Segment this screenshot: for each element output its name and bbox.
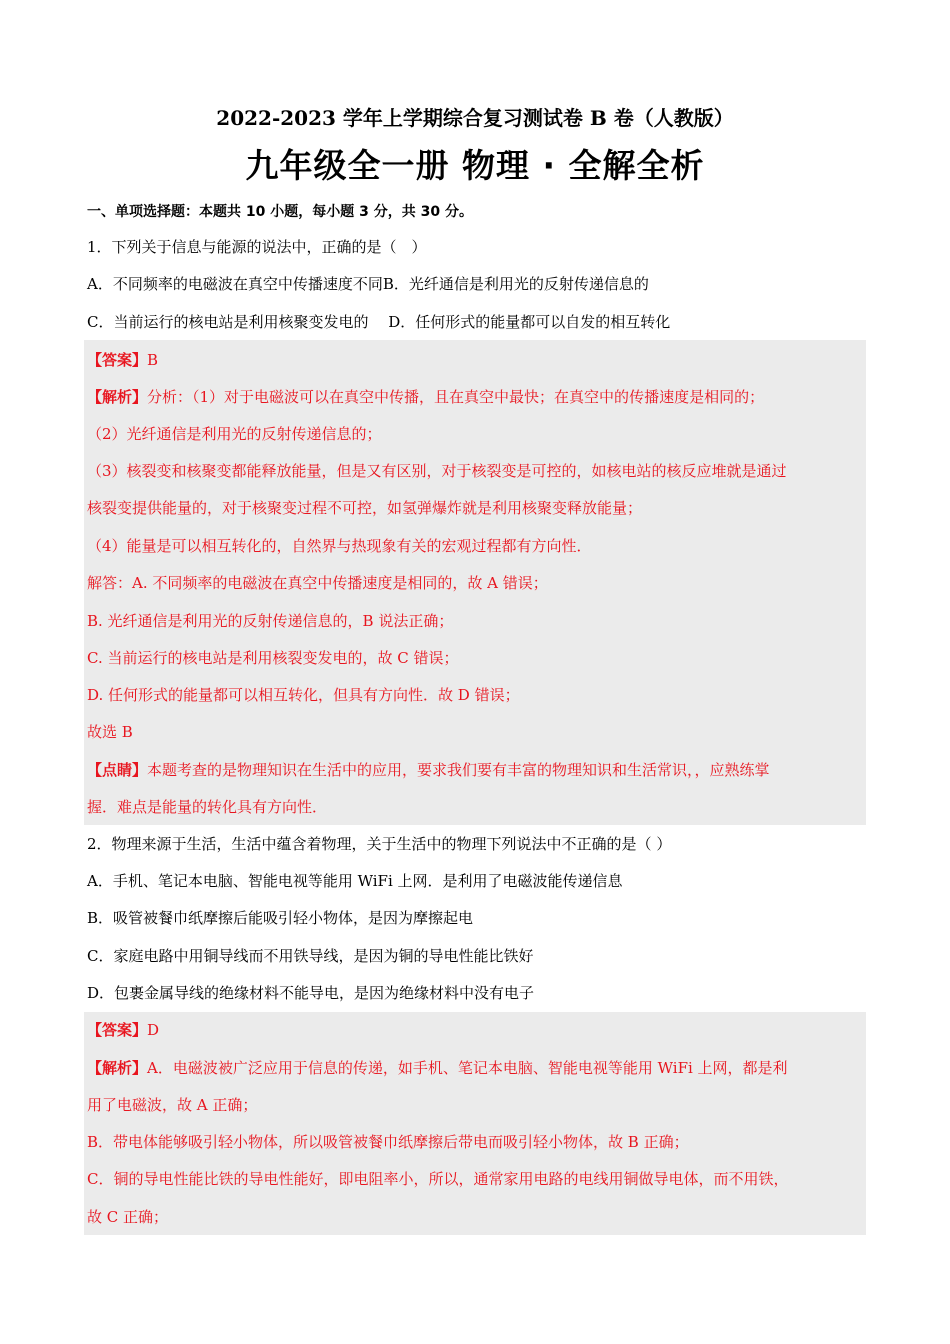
analysis-line: （4）能量是可以相互转化的，自然界与热现象有关的宏观过程都有方向性．	[87, 537, 592, 555]
question-1-analysis	[87, 387, 764, 407]
analysis-line: （2）光纤通信是利用光的反射传递信息的；	[87, 425, 382, 443]
answer-value: D	[147, 1021, 160, 1039]
analysis-line: A．电磁波被广泛应用于信息的传递，如手机、笔记本电脑、智能电视等能用 WiFi 上网，都是利	[147, 1059, 788, 1077]
question-2-stem: 2．物理来源于生活，生活中蕴含着物理，关于生活中的物理下列说法中不正确的是（ ）	[87, 835, 672, 853]
analysis-line: B．带电体能够吸引轻小物体，所以吸管被餐巾纸摩擦后带电而吸引轻小物体，故 B 正确；	[87, 1133, 689, 1151]
analysis-line: 用了电磁波，故 A 正确；	[87, 1096, 258, 1114]
analysis-line: 分析：（1）对于电磁波可以在真空中传播，且在真空中最快；在真空中的传播速度是相同的；	[147, 388, 765, 406]
solution-line: D. 任何形式的能量都可以相互转化，但具有方向性．故 D 错误；	[87, 686, 520, 704]
page-title: 九年级全一册 物理 · 全解全析	[245, 146, 705, 185]
question-2-option-d: D．包裹金属导线的绝缘材料不能导电，是因为绝缘材料中没有电子	[87, 984, 535, 1002]
question-1-stem: 1．下列关于信息与能源的说法中，正确的是（ ）	[87, 238, 427, 256]
analysis-line: （3）核裂变和核聚变都能释放能量，但是又有区别，对于核裂变是可控的，如核电站的核反应堆就是通过	[87, 462, 787, 480]
exam-subtitle: 2022-2023 学年上学期综合复习测试卷 B 卷（人教版）	[216, 106, 734, 130]
section-heading: 一、单项选择题：本题共 10 小题，每小题 3 分，共 30 分。	[87, 204, 473, 220]
solution-line: B. 光纤通信是利用光的反射传递信息的，B 说法正确；	[87, 612, 454, 630]
answer-tag: 【答案】	[87, 351, 148, 369]
analysis-line: 故 C 正确；	[87, 1208, 169, 1226]
question-2-option-c: C．家庭电路中用铜导线而不用铁导线，是因为铜的导电性能比铁好	[87, 947, 534, 965]
question-2-answer	[87, 1020, 159, 1040]
question-2-answer-block	[84, 1012, 866, 1235]
analysis-line: C．铜的导电性能比铁的导电性能好，即电阻率小，所以，通常家用电路的电线用铜做导电体，而不用铁，	[87, 1170, 789, 1188]
solution-line: 解答：A. 不同频率的电磁波在真空中传播速度是相同的，故 A 错误；	[87, 574, 548, 592]
comment-line: 握．难点是能量的转化具有方向性．	[87, 798, 328, 816]
question-1-options-ab: A．不同频率的电磁波在真空中传播速度不同B．光纤通信是利用光的反射传递信息的	[87, 275, 649, 293]
solution-line: C. 当前运行的核电站是利用核裂变发电的，故 C 错误；	[87, 649, 459, 667]
analysis-tag: 【解析】	[87, 1059, 148, 1077]
comment-line: 本题考查的是物理知识在生活中的应用，要求我们要有丰富的物理知识和生活常识，，应熟练掌	[147, 761, 770, 779]
answer-tag: 【答案】	[87, 1021, 148, 1039]
question-2-option-b: B．吸管被餐巾纸摩擦后能吸引轻小物体，是因为摩擦起电	[87, 909, 474, 927]
analysis-tag: 【解析】	[87, 388, 148, 406]
analysis-line: 核裂变提供能量的，对于核聚变过程不可控，如氢弹爆炸就是利用核聚变释放能量；	[87, 499, 643, 517]
question-2-analysis	[87, 1058, 788, 1078]
question-1-options-cd: C．当前运行的核电站是利用核聚变发电的 D．任何形式的能量都可以自发的相互转化	[87, 313, 671, 331]
answer-value: B	[147, 351, 159, 369]
solution-choice: 故选 B	[87, 723, 133, 741]
question-2-option-a: A．手机、笔记本电脑、智能电视等能用 WiFi 上网．是利用了电磁波能传递信息	[87, 872, 623, 890]
question-1-comment	[87, 760, 770, 780]
comment-tag: 【点睛】	[87, 761, 148, 779]
question-1-answer	[87, 350, 158, 370]
